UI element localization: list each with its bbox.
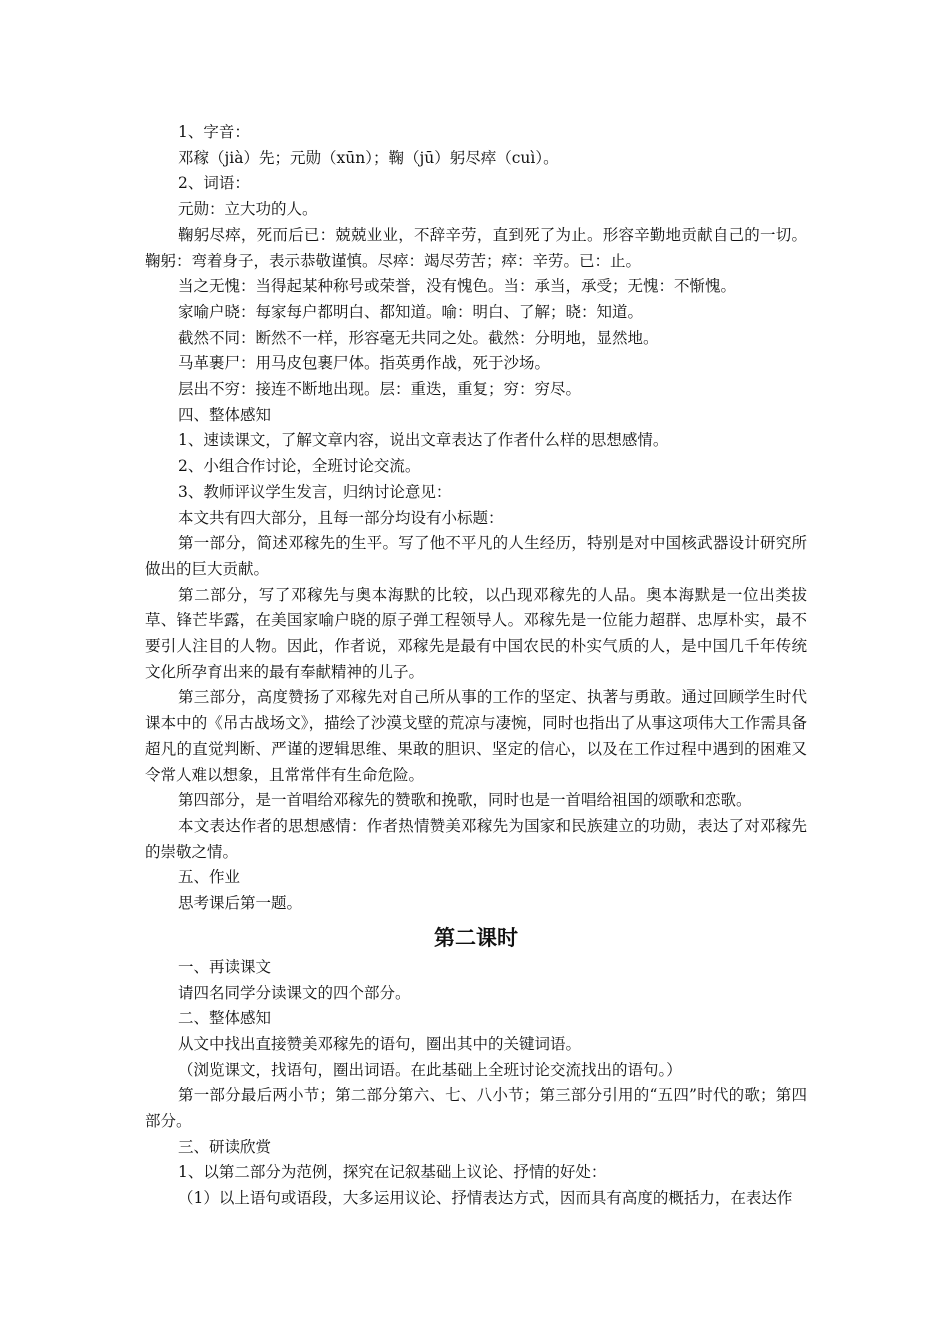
section-title: 第二课时 [434, 925, 518, 950]
paragraph: 1、速读课文，了解文章内容，说出文章表达了作者什么样的思想感情。 [178, 431, 669, 450]
paragraph: 三、研读欣赏 [178, 1137, 272, 1156]
paragraph: 2、词语： [178, 174, 250, 193]
paragraph: （浏览课文，找语句，圈出词语。在此基础上全班讨论交流找出的语句。） [178, 1060, 682, 1079]
paragraph: 四、整体感知 [178, 405, 272, 424]
paragraph: 五、作业 [178, 868, 241, 887]
paragraph: 2、小组合作讨论，全班讨论交流。 [178, 457, 421, 476]
paragraph: 一、再读课文 [178, 957, 272, 976]
paragraph: 请四名同学分读课文的四个部分。 [178, 983, 411, 1002]
paragraph: 层出不穷：接连不断地出现。层：重迭，重复；穷：穷尽。 [178, 380, 582, 399]
paragraph: （1）以上语句或语段，大多运用议论、抒情表达方式，因而具有高度的概括力，在表达作 [178, 1189, 793, 1208]
paragraph: 第四部分，是一首唱给邓稼先的赞歌和挽歌，同时也是一首唱给祖国的颂歌和恋歌。 [178, 791, 752, 810]
paragraph: 二、整体感知 [178, 1009, 272, 1028]
paragraph: 第二部分，写了邓稼先与奥本海默的比较，以凸现邓稼先的人品。奥本海默是一位出类拔草、锋芒毕露，在美国家喻户晓的原子弹工程领导人。邓稼先是一位能力超群、忠厚朴实，最不要引人注目的人物。因此，作者说，邓稼先是最有中国农民的朴实气质的人，是中国几千年传统文化所孕育出来的最有奉献精神的儿子。 [145, 585, 807, 681]
paragraph: 第一部分，简述邓稼先的生平。写了他不平凡的人生经历，特别是对中国核武器设计研究所做出的巨大贡献。 [145, 534, 807, 578]
paragraph: 截然不同：断然不一样，形容毫无共同之处。截然：分明地，显然地。 [178, 328, 659, 347]
paragraph: 本文表达作者的思想感情：作者热情赞美邓稼先为国家和民族建立的功勋，表达了对邓稼先的崇敬之情。 [145, 816, 807, 861]
document-body [145, 120, 807, 1212]
paragraph: 当之无愧：当得起某种称号或荣誉，没有愧色。当：承当，承受；无愧：不惭愧。 [178, 277, 737, 296]
lesson-two-section [145, 955, 807, 1212]
paragraph: 1、以第二部分为范例，探究在记叙基础上议论、抒情的好处： [178, 1163, 607, 1182]
paragraph: 3、教师评议学生发言，归纳讨论意见： [178, 482, 452, 501]
paragraph: 本文共有四大部分，且每一部分均设有小标题： [178, 508, 504, 527]
paragraph: 鞠躬尽瘁，死而后已：兢兢业业，不辞辛劳，直到死了为止。形容辛勤地贡献自己的一切。鞠躬：弯着身子，表示恭敬谨慎。尽瘁：竭尽劳苦；瘁：辛劳。已：止。 [145, 225, 807, 270]
paragraph: 思考课后第一题。 [178, 894, 303, 913]
paragraph: 从文中找出直接赞美邓稼先的语句，圈出其中的关键词语。 [178, 1034, 582, 1053]
paragraph: 马革裹尸：用马皮包裹尸体。指英勇作战，死于沙场。 [178, 354, 551, 373]
paragraph: 第三部分，高度赞扬了邓稼先对自己所从事的工作的坚定、执著与勇敢。通过回顾学生时代课本中的《吊古战场文》，描绘了沙漠戈壁的荒凉与凄惋，同时也指出了从事这项伟大工作需具备超凡的直觉判断、严谨的逻辑思维、果敢的胆识、坚定的信心，以及在工作过程中遇到的困难又令常人难以想象，且常常伴有生命危险。 [145, 688, 807, 784]
paragraph: 元勋：立大功的人。 [178, 200, 318, 219]
paragraph: 1、字音： [178, 123, 250, 141]
paragraph: 邓稼（jià）先；元勋（xūn）；鞠（jū）躬尽瘁（cuì）。 [178, 148, 559, 167]
paragraph: 家喻户晓：每家每户都明白、都知道。喻：明白、了解；晓：知道。 [178, 302, 644, 321]
paragraph: 第一部分最后两小节；第二部分第六、七、八小节；第三部分引用的“五四”时代的歌；第四部分。 [145, 1086, 807, 1131]
lesson-one-section [145, 120, 807, 917]
